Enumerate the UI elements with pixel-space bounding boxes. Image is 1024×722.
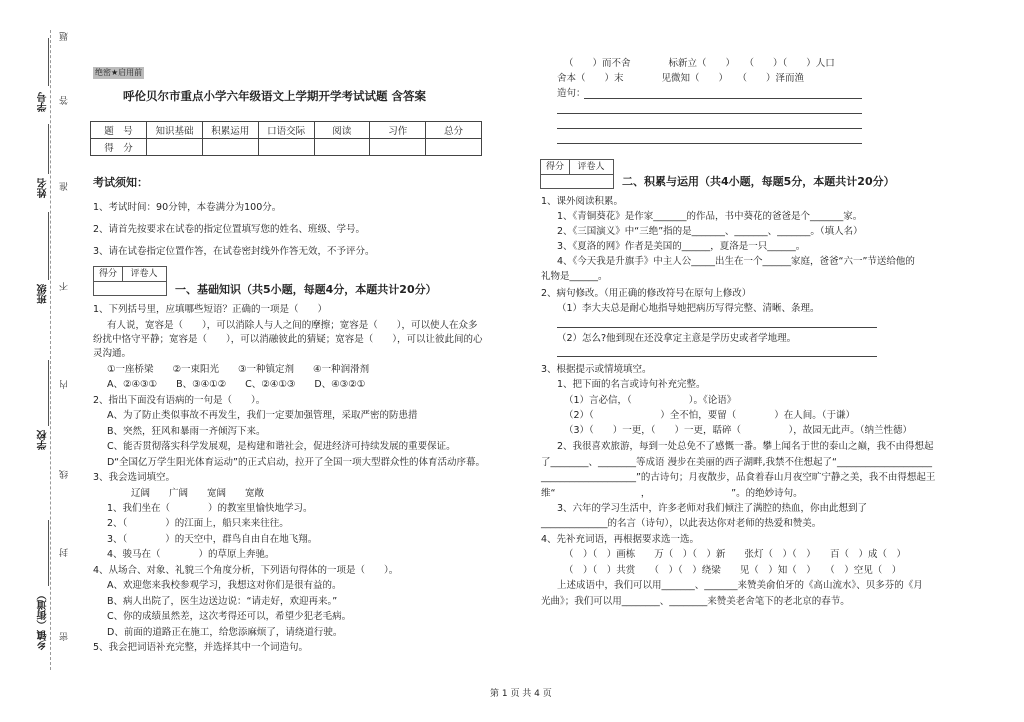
question-line: B、突然，狂风和暴雨一齐倾泻下来。: [107, 426, 266, 437]
fill-line: [48, 212, 49, 280]
grader-box: [93, 266, 167, 296]
table-row: [91, 139, 482, 156]
question-line: 3、六年的学习生活中，许多老师对我们倾注了满腔的热血，你由此想到了: [557, 503, 868, 514]
question-line: 维“ ， ”。的绝妙诗句。: [541, 488, 803, 499]
page-footer: 第 1 页 共 4 页: [490, 689, 552, 699]
answer-line: [557, 327, 877, 328]
question-line: 辽阔 广阔 宽阔 宽敞: [131, 488, 265, 499]
binding-label: 姓名: [38, 178, 49, 198]
fill-line: [48, 38, 49, 86]
question-line: 2、指出下面没有语病的一句是（ ）。: [93, 395, 266, 406]
question-line: 3、《夏洛的网》作者是美国的______，夏洛是一只______。: [557, 241, 806, 252]
question-line: 4、骏马在（ ）的草原上奔驰。: [107, 549, 275, 560]
grader-name-label: 评卷人: [130, 269, 158, 279]
question-line: A、欢迎您来我校参观学习，我想这对你们是很有益的。: [107, 580, 342, 591]
question-line: 2、病句修改。（用正确的修改符号在原句上修改）: [541, 288, 752, 299]
question-line: （ ）（ ）共赏 （ ）（ ）绕梁 见（ ）知（ ） （ ）空见（ ）: [564, 565, 902, 576]
notice-title: 考试须知：: [93, 176, 148, 189]
table-row: [91, 122, 482, 139]
question-line: 3、（ ）的天空中，群鸟自由自在地飞翔。: [107, 534, 318, 545]
question-line: 3、我会选词填空。: [93, 472, 176, 483]
question-line: D“全国亿万学生阳光体育运动”的正式启动，拉开了全国一项大型群众性的体育活动序幕。: [107, 457, 485, 468]
question-line: 4、《今天我是升旗手》中主人公_____出生在一个______家庭，爸爸“六一”节送给他的: [557, 256, 915, 267]
question-line: 3、根据提示或情境填空。: [541, 364, 652, 375]
answer-line: [557, 143, 862, 144]
binding-label: 学号: [38, 92, 49, 112]
table-cell[interactable]: [258, 139, 314, 156]
notice-item: 2、请首先按要求在试卷的指定位置填写您的姓名、班级、学号。: [93, 224, 366, 235]
fill-line: [48, 520, 49, 586]
binding-label: 密: [60, 632, 70, 641]
question-line: D、前面的道路正在施工，给您添麻烦了，请绕道行驶。: [107, 627, 343, 638]
table-cell: 得 分: [91, 139, 147, 156]
question-line: 舍本（ ）末 见微知（ ） （ ）泽而渔: [557, 73, 805, 84]
binding-label: 学校: [38, 430, 49, 450]
notice-item: 3、请在试卷指定位置作答，在试卷密封线外作答无效，不予评分。: [93, 246, 375, 257]
answer-line: [557, 128, 862, 129]
question-line: 礼物是______。: [541, 271, 608, 282]
table-header-cell: 口语交际: [258, 122, 314, 139]
question-line: （1）言必信，（ ）。《论语》: [564, 395, 737, 406]
binding-label: 班级: [38, 284, 49, 304]
page-title: 呼伦贝尔市重点小学六年级语文上学期开学考试试题 含答案: [123, 89, 427, 103]
binding-label: 答: [60, 96, 70, 105]
question-line: 4、从场合、对象、礼貌三个角度分析，下列语句得体的一项是（ ）。: [93, 565, 399, 576]
question-line: A、②④③① B、③④①② C、②④①③ D、④③②①: [107, 379, 366, 390]
question-line: 1、课外阅读积累。: [541, 196, 624, 207]
binding-label: 乡镇（街道）: [38, 590, 49, 650]
question-line: （3）（ ）一更，（ ）一更，聒碎（ ），故园无此声。（纳兰性德）: [564, 425, 913, 436]
binding-label: 封: [60, 548, 70, 557]
question-line: 造句：: [557, 88, 586, 99]
table-cell[interactable]: [370, 139, 426, 156]
question-line: 2、（ ）的江面上，船只来来往往。: [107, 518, 289, 529]
question-line: 2、《三国演义》中“三绝”指的是_______、_______、_______。（填人名）: [557, 226, 863, 237]
table-header-cell: 阅读: [314, 122, 370, 139]
table-cell[interactable]: [426, 139, 482, 156]
grader-box: [540, 159, 614, 189]
section-heading: 一、基础知识（共5小题，每题4分，本题共计20分）: [175, 283, 437, 296]
question-line: 灵沟通。: [93, 348, 132, 359]
question-line: C、你的成绩虽然差，这次考得还可以，希望少犯老毛病。: [107, 611, 352, 622]
answer-line: [584, 98, 862, 99]
table-header-cell: 习作: [370, 122, 426, 139]
question-line: 4、先补充词语，再根据要求选一选。: [541, 534, 700, 545]
question-line: （ ）（ ）画栋 万（ ）（ ）新 张灯（ ）（ ） 百（ ）成（ ）: [564, 549, 907, 560]
table-header-cell: 积累运用: [202, 122, 258, 139]
answer-line: [557, 113, 862, 114]
question-line: 1、下列括号里，应填哪些短语？正确的一项是（ ）: [93, 304, 328, 315]
binding-label: 不: [60, 282, 70, 291]
question-line: A、为了防止类似事故不再发生，我们一定要加强管理，采取严密的防患措: [107, 410, 418, 421]
question-line: 了________、________等成语 漫步在美丽的西子湖畔,我禁不住想起了“____________________: [541, 457, 932, 468]
table-cell[interactable]: [202, 139, 258, 156]
grader-score-label: 得分: [541, 160, 570, 174]
question-line: 1、《青铜葵花》是作家_______的作品，书中葵花的爸爸是个_______家。: [557, 211, 863, 222]
question-line: ____________________”的古诗句；月夜散步，品食着春山月夜空旷宁静之美，我不由得想起王: [541, 472, 936, 483]
table-cell[interactable]: [314, 139, 370, 156]
binding-label: 线: [60, 470, 70, 479]
question-line: 1、把下面的名言或诗句补充完整。: [557, 379, 706, 390]
question-line: （2）（ ）全不怕，要留（ ）在人间。（于谦）: [564, 410, 856, 421]
question-line: B、病人出院了，医生边送边说：“请走好，欢迎再来。”: [107, 596, 338, 607]
confidential-badge: 绝密★启用前: [95, 68, 143, 77]
question-line: 5、我会把词语补充完整，并选择其中一个词造句。: [93, 642, 309, 653]
answer-line: [557, 356, 877, 357]
section-heading: 二、积累与运用（共4小题，每题5分，本题共计20分）: [622, 175, 895, 188]
fill-line: [48, 360, 49, 426]
question-line: ______________的名言（诗句），以此表达你对老师的热爱和赞美。: [541, 518, 822, 529]
question-line: 1、我们坐在（ ）的教室里愉快地学习。: [107, 503, 313, 514]
question-line: 2、我很喜欢旅游，每到一处总免不了感慨一番。攀上闻名于世的泰山之巅，我不由得想起: [557, 441, 934, 452]
question-line: ①一座桥梁 ②一束阳光 ③一种镇定剂 ④一种润滑剂: [107, 364, 370, 375]
question-line: （ ）而不舍 标新立（ ） （ ）（ ）人口: [564, 58, 835, 69]
question-line: （1）李大夫总是耐心地指导她把病历写得完整、清晰、条理。: [557, 303, 820, 314]
question-line: 光曲》；我们可以用________、________来赞美老舍笔下的老北京的春节。: [541, 596, 850, 607]
score-table: [90, 121, 482, 156]
table-cell[interactable]: [147, 139, 203, 156]
notice-item: 1、考试时间：90分钟，本卷满分为100分。: [93, 202, 282, 213]
question-line: 纷扰中恪守平静；宽容是（ ），可以消融彼此的猜疑；宽容是（ ），可以让彼此间的心: [93, 334, 483, 345]
binding-label: 内: [60, 380, 70, 389]
grader-score-label: 得分: [94, 267, 123, 281]
table-header-cell: 总分: [426, 122, 482, 139]
grader-name-label: 评卷人: [577, 162, 605, 172]
binding-label: 准: [60, 182, 70, 191]
question-line: （2）怎么?他到现在还没拿定主意是学历史或者学地理。: [557, 333, 797, 344]
question-line: C、能否贯彻落实科学发展观，是构建和谐社会，促进经济可持续发展的重要保证。: [107, 441, 456, 452]
seal-line: [50, 30, 51, 670]
table-header-cell: 题 号: [91, 122, 147, 139]
question-line: 上述成语中，我们可以用_______、_______来赞美俞伯牙的《高山流水》、贝多芬的《月: [557, 580, 923, 591]
binding-label: 题: [60, 32, 70, 41]
question-line: 有人说，宽容是（ ），可以消除人与人之间的摩擦；宽容是（ ），可以使人在众多: [107, 320, 478, 331]
fill-line: [48, 124, 49, 174]
table-header-cell: 知识基础: [147, 122, 203, 139]
